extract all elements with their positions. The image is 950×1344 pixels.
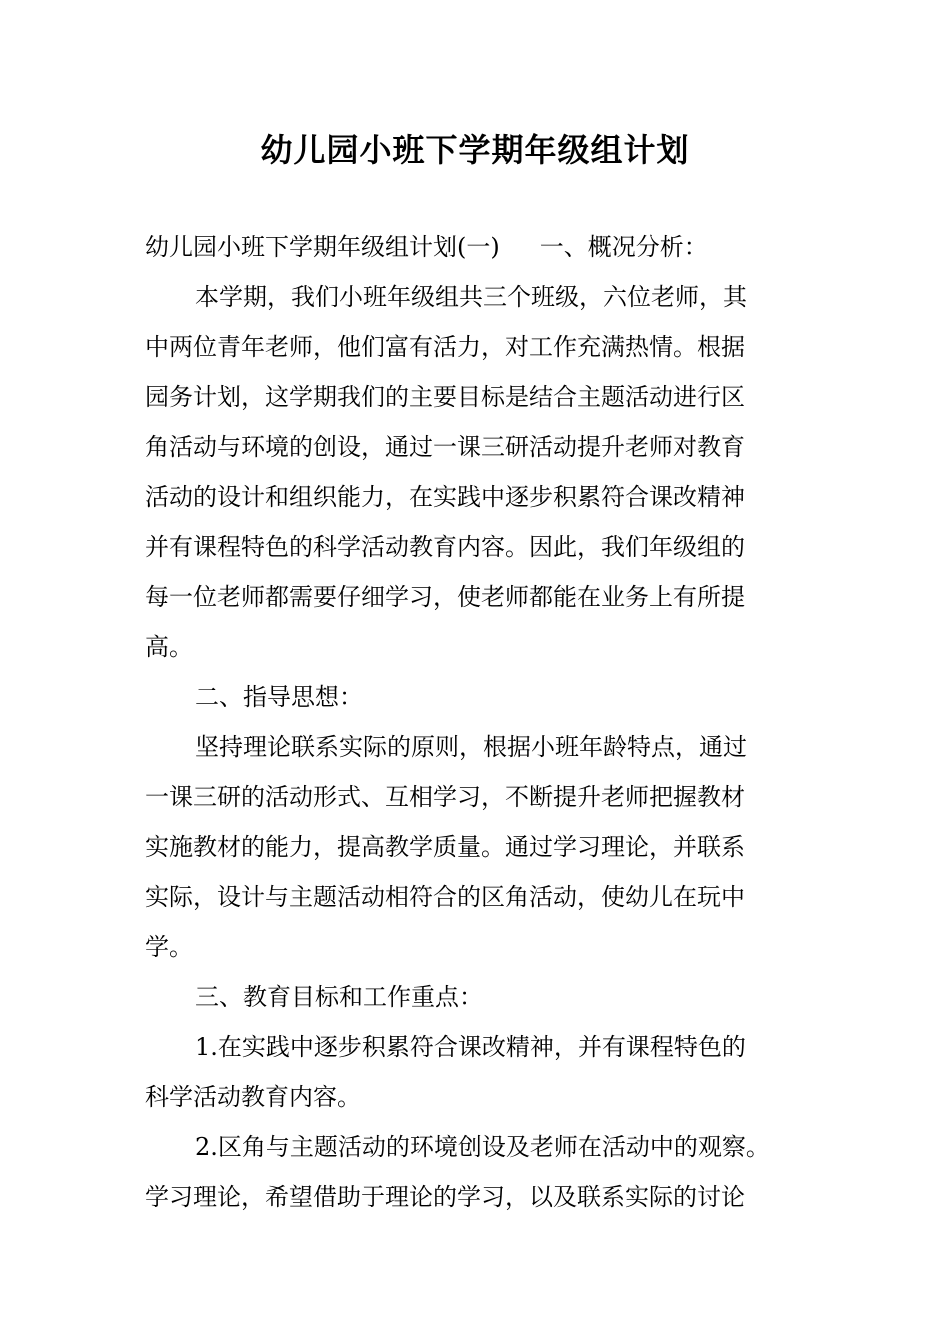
line-text: 实际，设计与主题活动相符合的区角活动，使幼儿在玩中 <box>145 883 745 911</box>
line-text: 学习理论，希望借助于理论的学习，以及联系实际的讨论 <box>145 1183 745 1211</box>
paragraph-line <box>145 472 825 522</box>
line-text: 科学活动教育内容。 <box>145 1083 361 1111</box>
paragraph-line <box>145 772 825 822</box>
line-text: 实施教材的能力，提高教学质量。通过学习理论，并联系 <box>145 833 745 861</box>
paragraph-line <box>145 1022 825 1072</box>
line-text: 并有课程特色的科学活动教育内容。因此，我们年级组的 <box>145 533 745 561</box>
paragraph-line <box>145 272 825 322</box>
paragraph-line <box>145 422 825 472</box>
line-text: 每一位老师都需要仔细学习，使老师都能在业务上有所提 <box>145 583 745 611</box>
section-heading-inline: 一、概况分析： <box>539 233 708 261</box>
paragraph-line <box>145 822 825 872</box>
paragraph-line <box>145 572 825 622</box>
line-text: 园务计划，这学期我们的主要目标是结合主题活动进行区 <box>145 383 745 411</box>
line-text: 三、教育目标和工作重点： <box>195 983 483 1011</box>
line-text: 一课三研的活动形式、互相学习，不断提升老师把握教材 <box>145 783 745 811</box>
line-text: 本学期，我们小班年级组共三个班级，六位老师，其 <box>195 283 747 311</box>
document-title: 幼儿园小班下学期年级组计划 <box>260 131 690 169</box>
paragraph-line <box>145 1172 825 1222</box>
line-text: 高。 <box>145 633 193 661</box>
paragraph-line <box>145 372 825 422</box>
paragraph-line <box>145 522 825 572</box>
paragraph-line <box>145 922 825 972</box>
line-text: 学。 <box>145 933 193 961</box>
paragraph-line <box>145 622 825 672</box>
line-text: 活动的设计和组织能力，在实践中逐步积累符合课改精神 <box>145 483 745 511</box>
line-text: 角活动与环境的创设，通过一课三研活动提升老师对教育 <box>145 433 745 461</box>
document-body <box>145 222 825 1222</box>
line-text: 幼儿园小班下学期年级组计划(一) <box>145 233 500 261</box>
paragraph-line <box>145 872 825 922</box>
paragraph-line <box>145 672 825 722</box>
paragraph-line <box>145 972 825 1022</box>
paragraph-line <box>145 222 825 272</box>
line-text: 2.区角与主题活动的环境创设及老师在活动中的观察。 <box>195 1133 770 1161</box>
paragraph-line <box>145 722 825 772</box>
paragraph-line <box>145 1072 825 1122</box>
line-text: 中两位青年老师，他们富有活力，对工作充满热情。根据 <box>145 333 745 361</box>
line-text: 二、指导思想： <box>195 683 363 711</box>
line-text: 坚持理论联系实际的原则，根据小班年龄特点，通过 <box>195 733 747 761</box>
line-text: 1.在实践中逐步积累符合课改精神，并有课程特色的 <box>195 1033 746 1061</box>
paragraph-line <box>145 1122 825 1172</box>
paragraph-line <box>145 322 825 372</box>
